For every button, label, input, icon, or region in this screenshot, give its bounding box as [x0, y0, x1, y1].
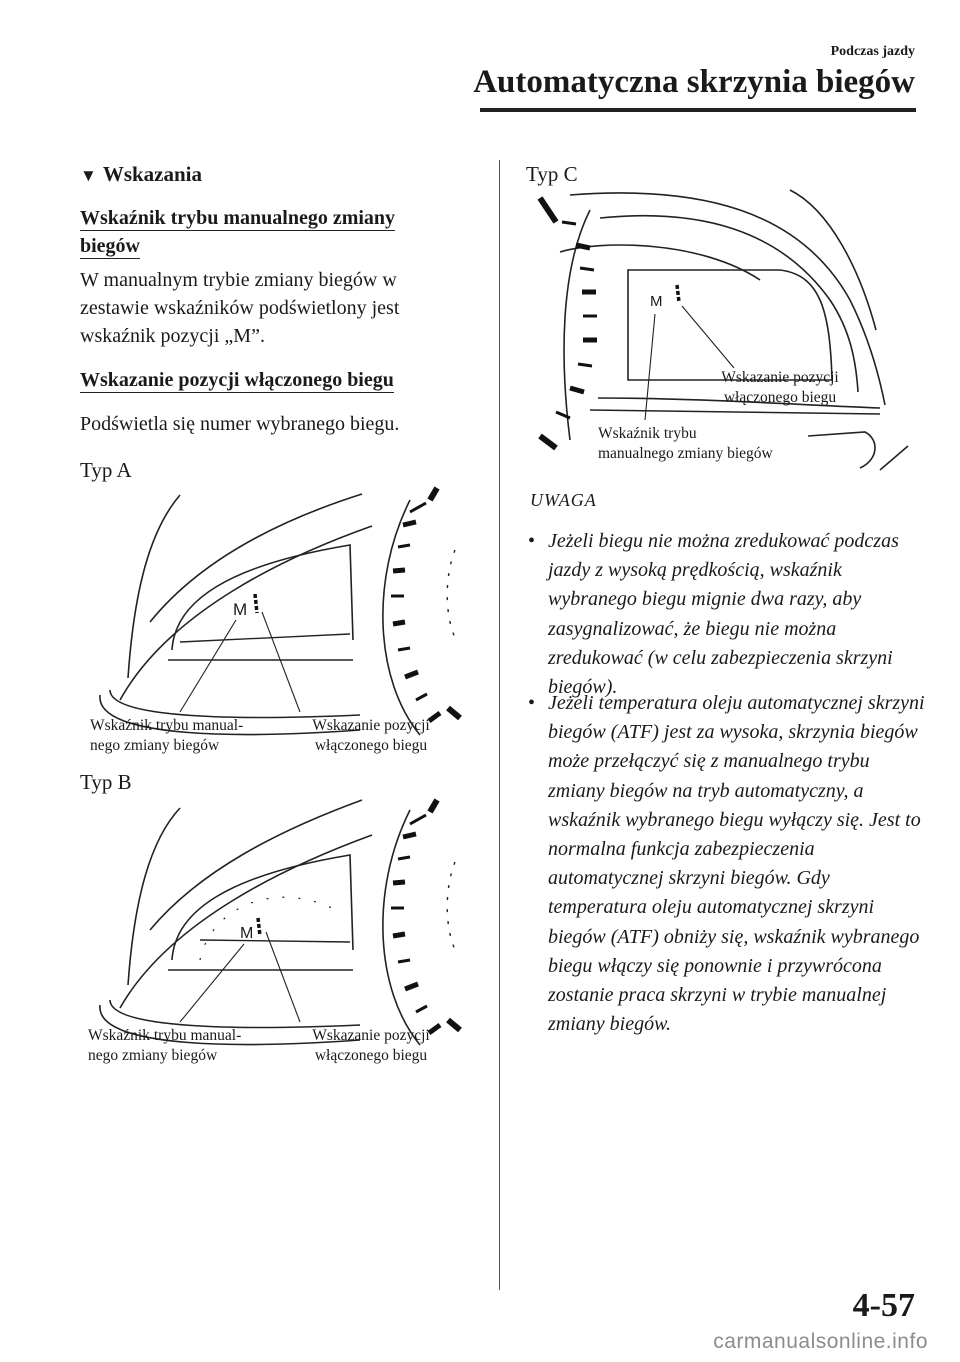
typ-a-label-gear: Wskazanie pozycji włączonego biegu [312, 717, 430, 754]
typ-b-label-mode: Wskaźnik trybu manual- nego zmiany biegów [88, 1027, 242, 1064]
typ-c-mode-glyph: M [650, 293, 663, 310]
typ-a-label-mode: Wskaźnik trybu manual- nego zmiany biegów [90, 717, 244, 754]
subheading-manual-mode: Wskaźnik trybu manualnego zmiany biegów [80, 207, 396, 257]
typ-b-label: Typ B [80, 770, 132, 794]
running-header-section: Podczas jazdy [830, 44, 915, 59]
bullet-icon: • [528, 692, 536, 714]
note-title: UWAGA [530, 490, 597, 510]
bullet-icon: • [528, 530, 536, 552]
typ-b-mode-glyph: M [240, 925, 254, 942]
typ-a-label: Typ A [80, 458, 132, 482]
typ-c-label: Typ C [526, 162, 578, 186]
running-header-title: Automatyczna skrzynia biegów [473, 64, 915, 100]
watermark: carmanualsonline.info [713, 1330, 928, 1353]
paragraph-gear-position: Podświetla się numer wybranego biegu. [80, 413, 400, 435]
typ-c-label-mode: Wskaźnik trybu manualnego zmiany biegów [598, 425, 773, 462]
typ-a-mode-glyph: M [233, 600, 248, 619]
typ-c-label-gear: Wskazanie pozycji włączonego biegu [721, 369, 839, 406]
triangle-down-icon: ▼ [80, 166, 97, 185]
note-item-1: • Jeżeli biegu nie można zredukować podczas jazdy z wysoką prędkością, wskaźnik wybranego biegu mignie dwa razy, aby zasygnalizować, że biegu nie można zredukować (w celu zabezpieczenia skrzyni biegów). [528, 527, 928, 702]
page-number: 4-57 [852, 1287, 915, 1324]
section-heading: ▼ Wskazania [80, 162, 203, 186]
paragraph-manual-mode: W manualnym trybie zmiany biegów w zestawie wskaźników podświetlony jest wskaźnik pozycji „M”. [80, 269, 400, 347]
subheading-gear-position: Wskazanie pozycji włączonego biegu [80, 369, 394, 391]
typ-b-label-gear: Wskazanie pozycji włączonego biegu [312, 1027, 430, 1064]
note-item-2: • Jeżeli temperatura oleju automatycznej skrzyni biegów (ATF) jest za wysoka, skrzynia biegów może przełączyć się z manualnego trybu zmiany biegów na tryb automatyczny, a wskaźnik wybranego biegu wyłączy się. Jest to normalna funkcja zabezpieczenia automatycznej skrzyni biegów. Gdy temperatura oleju automatycznej skrzyni biegów (ATF) obniży się, wskaźnik wybranego biegu włączy się ponownie i przywrócona zostanie praca skrzyni w trybie manualnej zmiany biegów. [528, 689, 928, 1039]
